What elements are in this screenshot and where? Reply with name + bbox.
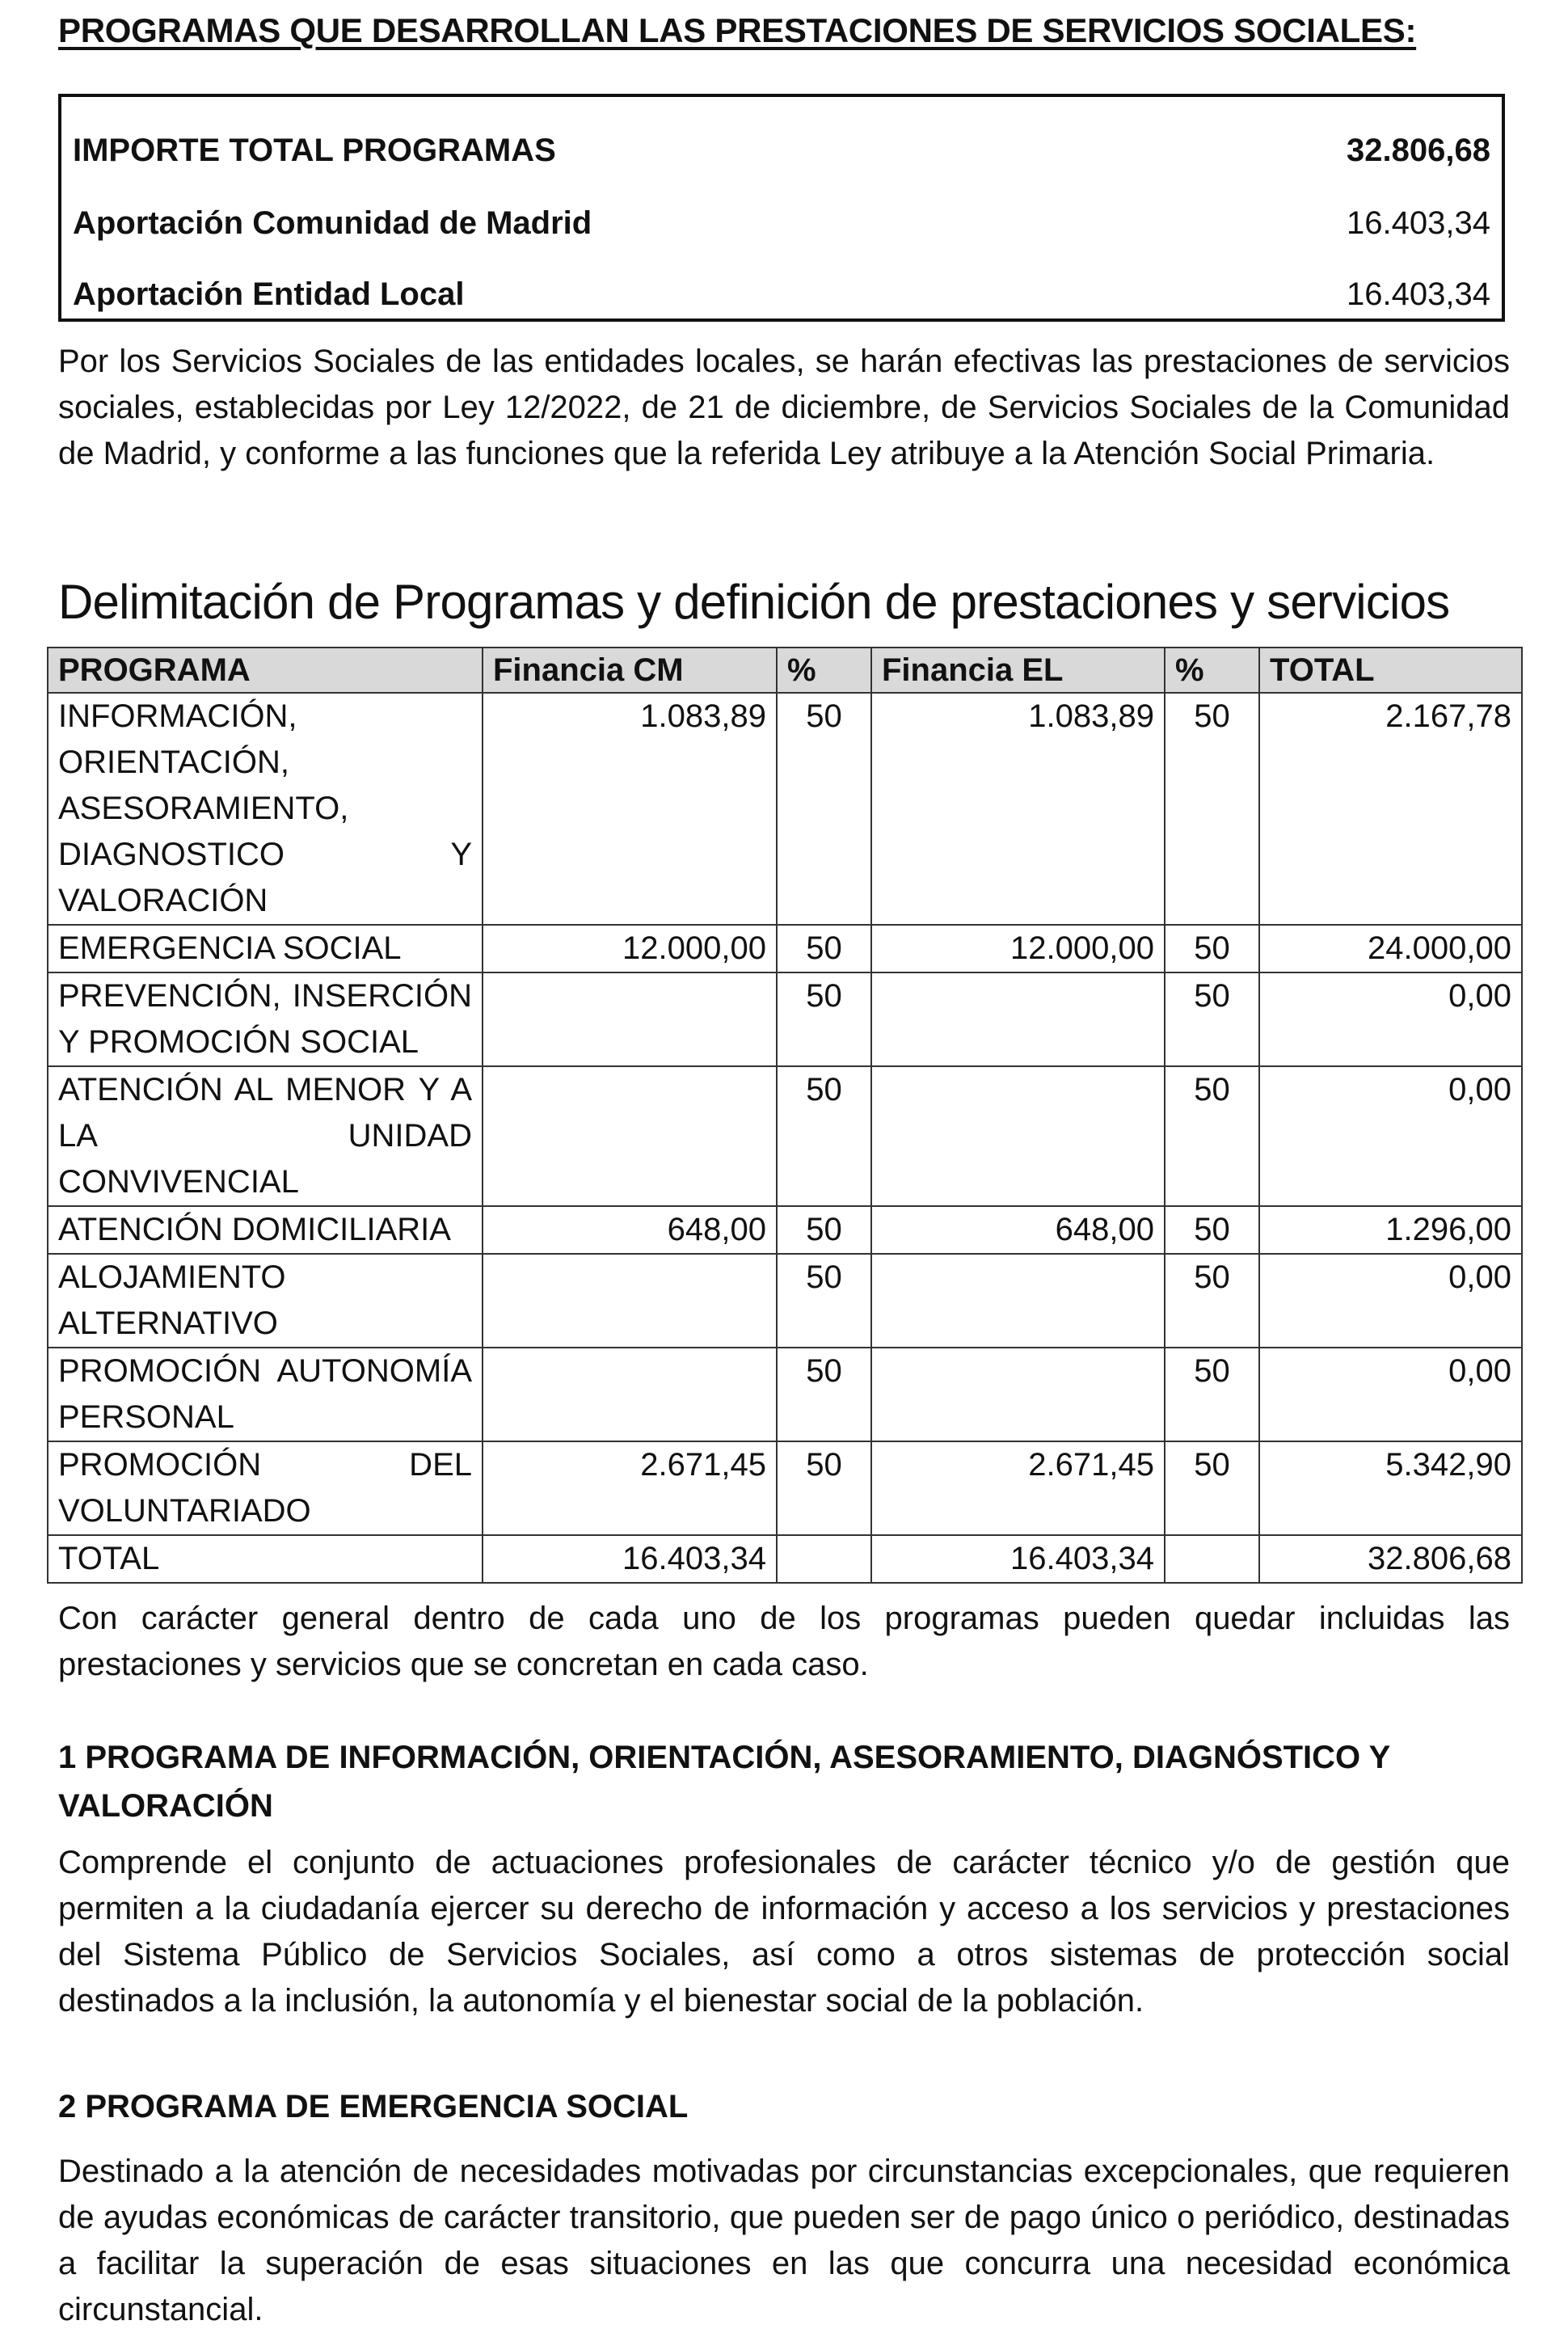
cell-percent-el: 50 bbox=[1165, 1206, 1259, 1254]
cell-total: 5.342,90 bbox=[1259, 1441, 1522, 1535]
cell-financia-el bbox=[871, 972, 1165, 1066]
table-row bbox=[48, 1441, 1522, 1535]
cell-percent-cm: 50 bbox=[777, 1206, 871, 1254]
program1-text: Comprende el conjunto de actuaciones profesionales de carácter técnico y/o de gestión que permiten a la ciudadanía ejercer su derecho de información y acceso a los servicios y prestaciones del Sistema Público de Servicios Sociales, así como a otros sistemas de protección social destinados a la inclusión, la autonomía y el bienestar social de la población. bbox=[58, 1845, 1510, 2019]
cell-programa: PROMOCIÓN DEL VOLUNTARIADO bbox=[48, 1441, 483, 1535]
table-total-row bbox=[48, 1535, 1522, 1583]
cell-programa: ALOJAMIENTO ALTERNATIVO bbox=[48, 1254, 483, 1348]
cell-financia-cm: 2.671,45 bbox=[483, 1441, 777, 1535]
program2-text: Destinado a la atención de necesidades motivadas por circunstancias excepcionales, que requieren de ayudas económicas de carácter transitorio, que pueden ser de pago único o periódico, destinadas a facilitar la superación de esas situaciones en las que concurra una necesidad económica circunstancial. bbox=[58, 2154, 1510, 2327]
cell-percent-cm: 50 bbox=[777, 1254, 871, 1348]
cell-financia-el bbox=[871, 1254, 1165, 1348]
table-row bbox=[48, 1066, 1522, 1206]
summary-el-value: 16.403,34 bbox=[1347, 276, 1490, 312]
header-total: TOTAL bbox=[1259, 648, 1522, 693]
table-row bbox=[48, 925, 1522, 972]
cell-total: 32.806,68 bbox=[1259, 1535, 1522, 1583]
cell-programa: EMERGENCIA SOCIAL bbox=[48, 925, 483, 972]
cell-total: 24.000,00 bbox=[1259, 925, 1522, 972]
cell-percent-cm: 50 bbox=[777, 693, 871, 925]
table-header-row bbox=[48, 648, 1522, 693]
cell-programa: ATENCIÓN AL MENOR Y A LA UNIDAD CONVIVENCIAL bbox=[48, 1066, 483, 1206]
cell-programa: ATENCIÓN DOMICILIARIA bbox=[48, 1206, 483, 1254]
cell-financia-el: 1.083,89 bbox=[871, 693, 1165, 925]
cell-total: 0,00 bbox=[1259, 972, 1522, 1066]
cell-financia-el: 12.000,00 bbox=[871, 925, 1165, 972]
summary-box bbox=[58, 94, 1505, 322]
cell-total: 1.296,00 bbox=[1259, 1206, 1522, 1254]
table-row bbox=[48, 972, 1522, 1066]
cell-percent-el: 50 bbox=[1165, 925, 1259, 972]
cell-financia-cm bbox=[483, 1066, 777, 1206]
cell-percent-el: 50 bbox=[1165, 1441, 1259, 1535]
summary-cm-value: 16.403,34 bbox=[1347, 205, 1490, 241]
table-row bbox=[48, 693, 1522, 925]
cell-financia-el: 16.403,34 bbox=[871, 1535, 1165, 1583]
program1-heading: 1 PROGRAMA DE INFORMACIÓN, ORIENTACIÓN, ASESORAMIENTO, DIAGNÓSTICO Y VALORACIÓN bbox=[58, 1740, 1390, 1824]
cell-percent-el: 50 bbox=[1165, 693, 1259, 925]
cell-financia-cm: 12.000,00 bbox=[483, 925, 777, 972]
table-row bbox=[48, 1206, 1522, 1254]
cell-percent-el: 50 bbox=[1165, 1066, 1259, 1206]
cell-total: 0,00 bbox=[1259, 1066, 1522, 1206]
cell-financia-el bbox=[871, 1066, 1165, 1206]
program2-heading: 2 PROGRAMA DE EMERGENCIA SOCIAL bbox=[58, 2089, 689, 2124]
cell-financia-el: 2.671,45 bbox=[871, 1441, 1165, 1535]
header-percent-cm: % bbox=[777, 648, 871, 693]
cell-percent-cm: 50 bbox=[777, 1348, 871, 1441]
cell-percent-cm: 50 bbox=[777, 972, 871, 1066]
summary-cm-label: Aportación Comunidad de Madrid bbox=[73, 205, 592, 241]
summary-row-total bbox=[73, 126, 1490, 175]
cell-percent-el bbox=[1165, 1535, 1259, 1583]
main-title: PROGRAMAS QUE DESARROLLAN LAS PRESTACIONES DE SERVICIOS SOCIALES: bbox=[58, 11, 1417, 49]
table-row bbox=[48, 1348, 1522, 1441]
cell-financia-el bbox=[871, 1348, 1165, 1441]
summary-el-label: Aportación Entidad Local bbox=[73, 276, 465, 312]
cell-financia-cm: 16.403,34 bbox=[483, 1535, 777, 1583]
cell-financia-cm bbox=[483, 1348, 777, 1441]
table-row bbox=[48, 1254, 1522, 1348]
summary-total-value: 32.806,68 bbox=[1347, 132, 1490, 168]
cell-programa: PREVENCIÓN, INSERCIÓN Y PROMOCIÓN SOCIAL bbox=[48, 972, 483, 1066]
cell-total: 0,00 bbox=[1259, 1254, 1522, 1348]
summary-total-label: IMPORTE TOTAL PROGRAMAS bbox=[73, 132, 556, 168]
header-programa: PROGRAMA bbox=[48, 648, 483, 693]
summary-row-el bbox=[73, 270, 1490, 319]
header-financia-cm: Financia CM bbox=[483, 648, 777, 693]
cell-financia-cm bbox=[483, 1254, 777, 1348]
cell-programa: TOTAL bbox=[48, 1535, 483, 1583]
cell-total: 2.167,78 bbox=[1259, 693, 1522, 925]
cell-programa: PROMOCIÓN AUTONOMÍA PERSONAL bbox=[48, 1348, 483, 1441]
cell-financia-cm: 1.083,89 bbox=[483, 693, 777, 925]
summary-row-cm bbox=[73, 199, 1490, 247]
cell-percent-cm: 50 bbox=[777, 925, 871, 972]
cell-programa: INFORMACIÓN, ORIENTACIÓN, ASESORAMIENTO, DIAGNOSTICO Y VALORACIÓN bbox=[48, 693, 483, 925]
cell-financia-el: 648,00 bbox=[871, 1206, 1165, 1254]
programs-table bbox=[47, 647, 1523, 1584]
section-heading: Delimitación de Programas y definición de prestaciones y servicios bbox=[58, 575, 1450, 629]
header-percent-el: % bbox=[1165, 648, 1259, 693]
cell-percent-cm: 50 bbox=[777, 1066, 871, 1206]
cell-percent-cm bbox=[777, 1535, 871, 1583]
cell-percent-el: 50 bbox=[1165, 1254, 1259, 1348]
intro-paragraph: Por los Servicios Sociales de las entidades locales, se harán efectivas las prestaciones de servicios sociales, establecidas por Ley 12/2022, de 21 de diciembre, de Servicios Sociales de la Comunidad de Madrid, y conforme a las funciones que la referida Ley atribuye a la Atención Social Primaria. bbox=[58, 344, 1510, 471]
cell-total: 0,00 bbox=[1259, 1348, 1522, 1441]
header-financia-el: Financia EL bbox=[871, 648, 1165, 693]
cell-percent-el: 50 bbox=[1165, 972, 1259, 1066]
cell-percent-cm: 50 bbox=[777, 1441, 871, 1535]
cell-financia-cm bbox=[483, 972, 777, 1066]
general-paragraph: Con carácter general dentro de cada uno de los programas pueden quedar incluidas las prestaciones y servicios que se concretan en cada caso. bbox=[58, 1601, 1510, 1682]
cell-financia-cm: 648,00 bbox=[483, 1206, 777, 1254]
cell-percent-el: 50 bbox=[1165, 1348, 1259, 1441]
